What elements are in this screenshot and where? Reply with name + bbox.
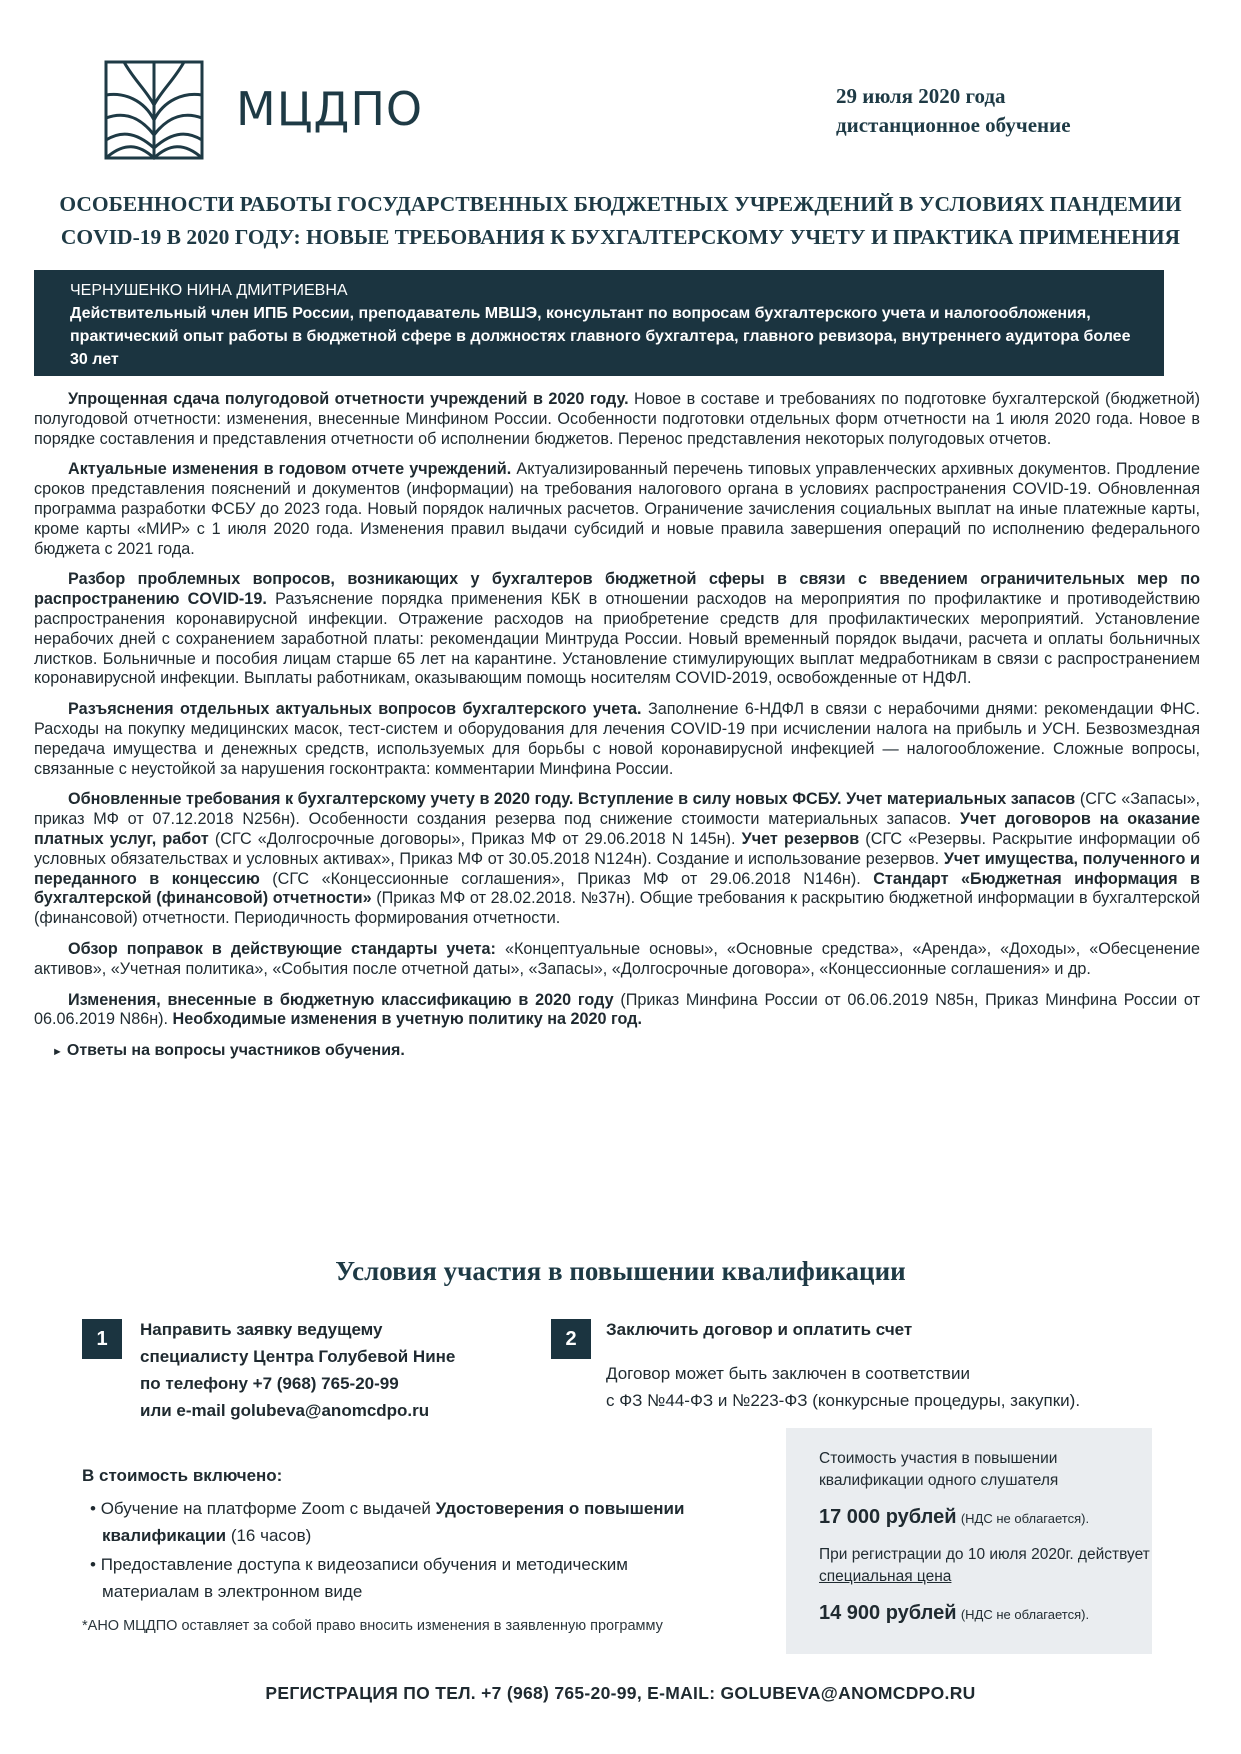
- program-content: [34, 390, 1200, 1063]
- paragraph-bold-run: Необходимые изменения в учетную политику на 2020 год.: [172, 1010, 642, 1029]
- price-regular: [819, 1506, 1152, 1530]
- conditions-title: Условия участия в повышении квалификации: [335, 1256, 906, 1286]
- step-2-title: Заключить договор и оплатить счет: [606, 1320, 913, 1339]
- program-paragraph: [34, 390, 1200, 449]
- program-paragraph: [34, 460, 1200, 559]
- qa-text: Ответы на вопросы участников обучения.: [66, 1042, 405, 1060]
- step-2-text: [606, 1316, 1186, 1414]
- price-box: [786, 1428, 1152, 1654]
- document-title: [30, 188, 1211, 254]
- qa-bullet: [52, 1041, 1200, 1063]
- price-label: Стоимость участия в повышении квалификации одного слушателя: [819, 1450, 1059, 1489]
- logo-wordmark: МЦДПО: [236, 82, 424, 136]
- paragraph-bold-run: Разъяснения отдельных актуальных вопросов бухгалтерского учета.: [68, 700, 642, 719]
- included-item-bold: Удостоверения о повышении квалификации: [102, 1499, 685, 1545]
- paragraph-run: Разъяснение порядка применения КБК в отношении расходов на мероприятия по профилактике и противодействию распространения коронавирусной инфекции. Отражение расходов на приобретение средств для профилактических мероприятий. Установление нерабочих дней с сохранением заработной платы: рекомендации Минтруда России. Новый временный порядок выдачи, расчета и оплаты больничных листков. Больничные и пособия лицам старше 65 лет на карантине. Установление стимулирующих выплат медработникам в связи с распространением коронавирусной инфекции. Выплаты работникам, оказывающим помощь носителям COVID-2019, освобожденные от НДФЛ.: [34, 590, 1201, 688]
- included-section: [82, 1462, 702, 1638]
- step-2-badge: 2: [551, 1319, 591, 1359]
- speaker-banner: [34, 270, 1164, 376]
- step-1-email: или e-mail golubeva@anomcdpo.ru: [140, 1401, 430, 1420]
- paragraph-bold-run: Обзор поправок в действующие стандарты учета:: [68, 939, 496, 958]
- paragraph-bold-run: Учет резервов: [741, 829, 860, 848]
- step-2-line: Договор может быть заключен в соответствии: [606, 1364, 970, 1383]
- included-heading: В стоимость включено:: [82, 1466, 283, 1485]
- promo-text: [819, 1544, 1152, 1588]
- special-price-link[interactable]: специальная цена: [819, 1568, 952, 1585]
- price-regular-amount: 17 000 рублей: [819, 1506, 957, 1528]
- triangle-bullet-icon: ►: [52, 1046, 63, 1059]
- paragraph-bold-run: Разбор проблемных вопросов, возникающих у бухгалтеров бюджетной сферы в связи с введением ограничительных мер по распространению COVID-19.: [34, 570, 1200, 609]
- paragraph-run: (Приказ Минфина России от 06.06.2019 N85н, Приказ Минфина России от 06.06.2019 N86н).: [34, 990, 1200, 1029]
- paragraph-run: (СГС «Долгосрочные договоры», Приказ МФ от 29.06.2018 N 145н).: [208, 829, 742, 848]
- included-item: • Предоставление доступа к видеозаписи обучения и методическим материалам в электронном виде: [90, 1555, 628, 1601]
- paragraph-bold-run: Стандарт «Бюджетная информация в бухгалтерской (финансовой) отчетности»: [34, 869, 1200, 908]
- paragraph-run: Новое в составе и требованиях по подготовке бухгалтерской (бюджетной) полугодовой отчетности: изменения, внесенные Минфином России. Особенности подготовки отдельных форм отчетности на 1 июля 2020 года. Новое в порядке составления и представления отчетности об исполнении бюджетов. Перенос представления некоторых полугодовых отчетов.: [34, 390, 1201, 448]
- paragraph-bold-run: Учет договоров на оказание платных услуг, работ: [34, 810, 1200, 848]
- vat-note: (НДС не облагается).: [960, 1607, 1090, 1622]
- event-date-block: [836, 82, 1071, 140]
- title-line-2: COVID-19 В 2020 ГОДУ: НОВЫЕ ТРЕБОВАНИЯ К БУХГАЛТЕРСКОМУ УЧЕТУ И ПРАКТИКА ПРИМЕНЕНИЯ: [60, 225, 1181, 249]
- program-paragraph: [34, 940, 1200, 980]
- program-paragraphs: [34, 390, 1200, 1030]
- step-1-line: специалисту Центра Голубевой Нине: [140, 1347, 456, 1366]
- step-2-line: с ФЗ №44-ФЗ и №223-ФЗ (конкурсные процедуры, закупки).: [606, 1391, 1081, 1410]
- paragraph-run: «Концептуальные основы», «Основные средства», «Аренда», «Доходы», «Обесценение активов», «Учетная политика», «События после отчетной даты», «Запасы», «Долгосрочные договора», «Концессионные соглашения» и др.: [34, 939, 1200, 978]
- paragraph-run: (СГС «Запасы», приказ МФ от 07.12.2018 N256н). Особенности создания резерва под снижение стоимости материальных запасов.: [34, 790, 1200, 829]
- promo-text-prefix: При регистрации до 10 июля 2020г. действует: [819, 1546, 1150, 1563]
- step-1-line: Направить заявку ведущему: [140, 1320, 383, 1339]
- paragraph-bold-run: Обновленные требования к бухгалтерскому учету в 2020 году. Вступление в силу новых ФСБУ. Учет материальных запасов: [68, 790, 1076, 809]
- disclaimer-note: *АНО МЦДПО оставляет за собой право вносить изменения в заявленную программу: [82, 1618, 663, 1634]
- speaker-name: ЧЕРНУШЕНКО НИНА ДМИТРИЕВНА: [70, 282, 348, 299]
- included-item-text: (16 часов): [226, 1526, 312, 1545]
- step-1-badge: 1: [82, 1319, 122, 1359]
- paragraph-run: (Приказ МФ от 28.02.2018. №37н). Общие требования к раскрытию бюджетной информации в бухгалтерской (финансовой) отчетности. Периодичность формирования отчетности.: [34, 889, 1200, 928]
- speaker-bio: Действительный член ИПБ России, преподаватель МВШЭ, консультант по вопросам бухгалтерского учета и налогообложения, практический опыт работы в бюджетной сфере в должностях главного бухгалтера, главного ревизора, внутреннего аудитора более 30 лет: [70, 305, 1131, 368]
- paragraph-bold-run: Упрощенная сдача полугодовой отчетности учреждений в 2020 году.: [68, 390, 629, 408]
- paragraph-bold-run: Актуальные изменения в годовом отчете учреждений.: [68, 460, 512, 479]
- paragraph-run: (СГС «Концессионные соглашения», Приказ МФ от 29.06.2018 N146н).: [259, 869, 874, 888]
- program-paragraph: [34, 570, 1200, 689]
- paragraph-run: Заполнение 6-НДФЛ в связи с нерабочими днями: рекомендации ФНС. Расходы на покупку медицинских масок, тест-систем и оборудования для лечения COVID-19 при исчислении налога на прибыль и УСН. Безвозмездная передача имущества и денежных средств, используемых для борьбы с новой коронавирусной инфекцией — налогообложение. Сложные вопросы, связанные с неустойкой за нарушения госконтракта: комментарии Минфина России.: [34, 700, 1200, 778]
- paragraph-bold-run: Изменения, внесенные в бюджетную классификацию в 2020 году: [68, 990, 614, 1009]
- included-item-text: Предоставление доступа к видеозаписи обучения и методическим материалам в электронном виде: [100, 1555, 628, 1601]
- step-1-phone: по телефону +7 (968) 765-20-99: [140, 1374, 399, 1393]
- mcdpo-logo-icon: [104, 60, 204, 160]
- program-paragraph: [34, 790, 1200, 929]
- included-item: • Обучение на платформе Zoom с выдачей Удостоверения о повышении квалификации (16 часов): [90, 1499, 685, 1545]
- registration-footer: РЕГИСТРАЦИЯ ПО ТЕЛ. +7 (968) 765-20-99, E-MAIL: GOLUBEVA@ANOMCDPO.RU: [265, 1683, 976, 1703]
- title-line-1: ОСОБЕННОСТИ РАБОТЫ ГОСУДАРСТВЕННЫХ БЮДЖЕТНЫХ УЧРЕЖДЕНИЙ В УСЛОВИЯХ ПАНДЕМИИ: [59, 192, 1182, 216]
- included-item-text: Обучение на платформе Zoom с выдачей: [100, 1499, 436, 1518]
- paragraph-run: (СГС «Резервы. Раскрытие информации об условных обязательствах и условных активах», Приказ МФ от 30.05.2018 N124н). Создание и использование резервов.: [34, 829, 1201, 868]
- price-special: [819, 1602, 1152, 1626]
- paragraph-run: Актуализированный перечень типовых управленческих архивных документов. Продление сроков представления пояснений и документов (информации) на требования налогового органа в условиях распространения COVID-19. Обновленная программа разработки ФСБУ до 2023 года. Новый порядок наличных расчетов. Ограничение зачисления социальных выплат на иные платежные карты, кроме карты «МИР» с 1 июля 2020 года. Изменения правил выдачи субсидий и новые правила завершения операций по исполнению федерального бюджета с 2021 года.: [34, 460, 1200, 558]
- program-paragraph: [34, 991, 1200, 1031]
- price-special-amount: 14 900 рублей: [819, 1602, 957, 1624]
- event-date: 29 июля 2020 года: [836, 84, 1006, 108]
- event-format: дистанционное обучение: [836, 113, 1071, 137]
- vat-note: (НДС не облагается).: [960, 1511, 1090, 1526]
- step-1-text: [140, 1316, 500, 1424]
- paragraph-bold-run: Учет имущества, полученного и переданного в концессию: [34, 849, 1201, 888]
- program-paragraph: [34, 700, 1200, 779]
